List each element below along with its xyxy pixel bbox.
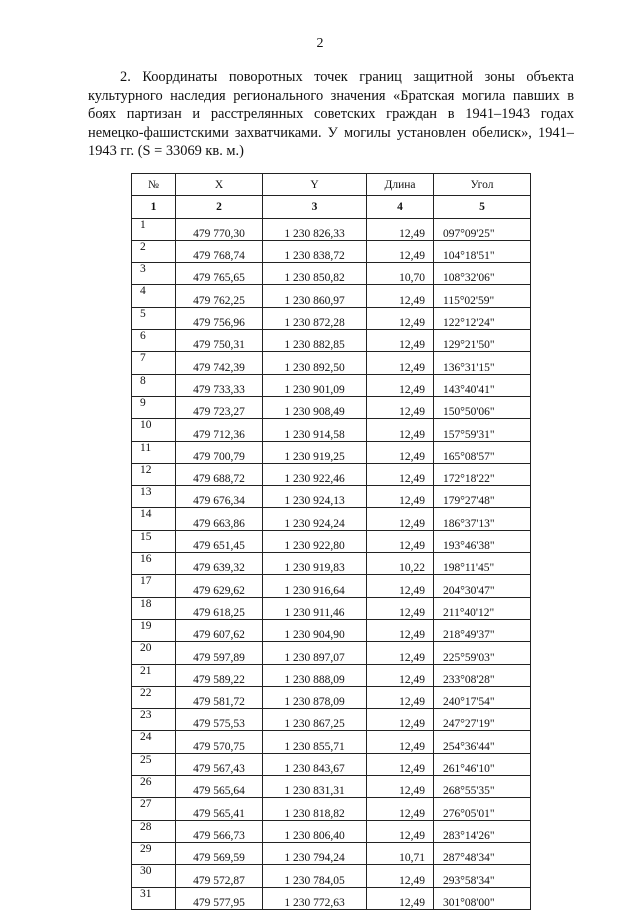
cell-length: 12,49 (367, 865, 434, 887)
table-row (132, 642, 531, 664)
cell-point-number: 2 (132, 240, 176, 262)
cell-length: 12,49 (367, 798, 434, 820)
cell-point-number: 10 (132, 419, 176, 441)
cell-y: 1 230 826,33 (263, 218, 367, 240)
cell-length: 12,49 (367, 396, 434, 418)
cell-x: 479 570,75 (176, 731, 263, 753)
cell-length: 12,49 (367, 352, 434, 374)
cell-point-number: 25 (132, 753, 176, 775)
table-row (132, 441, 531, 463)
cell-point-number: 1 (132, 218, 176, 240)
cell-length: 12,49 (367, 508, 434, 530)
cell-length: 12,49 (367, 575, 434, 597)
cell-angle: 261°46'10" (434, 753, 531, 775)
table-row (132, 865, 531, 887)
cell-point-number: 7 (132, 352, 176, 374)
cell-angle: 097°09'25" (434, 218, 531, 240)
cell-x: 479 688,72 (176, 463, 263, 485)
cell-angle: 122°12'24" (434, 307, 531, 329)
cell-x: 479 581,72 (176, 686, 263, 708)
cell-angle: 283°14'26" (434, 820, 531, 842)
cell-point-number: 22 (132, 686, 176, 708)
cell-x: 479 607,62 (176, 619, 263, 641)
cell-angle: 287°48'34" (434, 842, 531, 864)
cell-x: 479 723,27 (176, 396, 263, 418)
table-row (132, 352, 531, 374)
page-number: 2 (316, 36, 324, 51)
cell-y: 1 230 922,46 (263, 463, 367, 485)
cell-point-number: 4 (132, 285, 176, 307)
table-row (132, 597, 531, 619)
cell-y: 1 230 838,72 (263, 240, 367, 262)
cell-angle: 247°27'19" (434, 709, 531, 731)
cell-angle: 254°36'44" (434, 731, 531, 753)
section-paragraph: 2. Координаты поворотных точек границ защитной зоны объекта культурного наследия регионального значения «Братская могила павших в боях партизан и расстрелянных советских граждан в 1941–1943 годах немецко-фашистскими захватчиками. У могилы установлен обелиск», 1941–1943 гг. (S = 33069 кв. м.) (88, 69, 574, 160)
cell-x: 479 566,73 (176, 820, 263, 842)
cell-angle: 115°02'59" (434, 285, 531, 307)
cell-point-number: 5 (132, 307, 176, 329)
cell-x: 479 762,25 (176, 285, 263, 307)
column-number: 4 (367, 196, 434, 218)
cell-angle: 143°40'41" (434, 374, 531, 396)
cell-point-number: 29 (132, 842, 176, 864)
cell-angle: 240°17'54" (434, 686, 531, 708)
cell-y: 1 230 919,83 (263, 553, 367, 575)
header-number: № (132, 174, 176, 196)
cell-y: 1 230 897,07 (263, 642, 367, 664)
cell-point-number: 14 (132, 508, 176, 530)
cell-length: 12,49 (367, 330, 434, 352)
cell-angle: 218°49'37" (434, 619, 531, 641)
cell-y: 1 230 922,80 (263, 530, 367, 552)
cell-y: 1 230 772,63 (263, 887, 367, 909)
cell-angle: 293°58'34" (434, 865, 531, 887)
column-number: 3 (263, 196, 367, 218)
cell-x: 479 569,59 (176, 842, 263, 864)
header-angle: Угол (434, 174, 531, 196)
table-row (132, 820, 531, 842)
cell-point-number: 20 (132, 642, 176, 664)
table-column-numbers-row (132, 196, 531, 218)
table-row (132, 330, 531, 352)
cell-length: 10,22 (367, 553, 434, 575)
cell-point-number: 28 (132, 820, 176, 842)
cell-angle: 179°27'48" (434, 486, 531, 508)
cell-x: 479 700,79 (176, 441, 263, 463)
table-row (132, 285, 531, 307)
cell-x: 479 765,65 (176, 263, 263, 285)
cell-point-number: 18 (132, 597, 176, 619)
cell-point-number: 13 (132, 486, 176, 508)
cell-x: 479 676,34 (176, 486, 263, 508)
cell-x: 479 733,33 (176, 374, 263, 396)
table-body (132, 218, 531, 909)
cell-point-number: 12 (132, 463, 176, 485)
table-row (132, 240, 531, 262)
table-row (132, 619, 531, 641)
cell-x: 479 575,53 (176, 709, 263, 731)
table-row (132, 486, 531, 508)
cell-y: 1 230 901,09 (263, 374, 367, 396)
cell-x: 479 565,64 (176, 776, 263, 798)
header-y: Y (263, 174, 367, 196)
cell-y: 1 230 784,05 (263, 865, 367, 887)
cell-point-number: 30 (132, 865, 176, 887)
cell-length: 12,49 (367, 307, 434, 329)
cell-y: 1 230 794,24 (263, 842, 367, 864)
cell-point-number: 16 (132, 553, 176, 575)
cell-point-number: 19 (132, 619, 176, 641)
cell-y: 1 230 911,46 (263, 597, 367, 619)
cell-length: 12,49 (367, 285, 434, 307)
cell-x: 479 565,41 (176, 798, 263, 820)
cell-x: 479 663,86 (176, 508, 263, 530)
table-row (132, 731, 531, 753)
cell-y: 1 230 850,82 (263, 263, 367, 285)
cell-x: 479 597,89 (176, 642, 263, 664)
cell-angle: 193°46'38" (434, 530, 531, 552)
cell-y: 1 230 818,82 (263, 798, 367, 820)
cell-angle: 204°30'47" (434, 575, 531, 597)
table-row (132, 553, 531, 575)
table-row (132, 419, 531, 441)
cell-x: 479 629,62 (176, 575, 263, 597)
cell-length: 12,49 (367, 530, 434, 552)
cell-angle: 108°32'06" (434, 263, 531, 285)
cell-x: 479 577,95 (176, 887, 263, 909)
cell-length: 12,49 (367, 820, 434, 842)
cell-length: 10,70 (367, 263, 434, 285)
cell-y: 1 230 914,58 (263, 419, 367, 441)
cell-y: 1 230 860,97 (263, 285, 367, 307)
cell-length: 12,49 (367, 597, 434, 619)
cell-x: 479 618,25 (176, 597, 263, 619)
cell-x: 479 712,36 (176, 419, 263, 441)
cell-point-number: 15 (132, 530, 176, 552)
cell-point-number: 9 (132, 396, 176, 418)
cell-y: 1 230 924,13 (263, 486, 367, 508)
table-row (132, 575, 531, 597)
cell-angle: 186°37'13" (434, 508, 531, 530)
cell-x: 479 639,32 (176, 553, 263, 575)
cell-y: 1 230 888,09 (263, 664, 367, 686)
cell-y: 1 230 908,49 (263, 396, 367, 418)
cell-point-number: 21 (132, 664, 176, 686)
table-row (132, 709, 531, 731)
cell-x: 479 589,22 (176, 664, 263, 686)
cell-angle: 268°55'35" (434, 776, 531, 798)
table-row (132, 842, 531, 864)
table-row (132, 508, 531, 530)
cell-length: 12,49 (367, 419, 434, 441)
cell-y: 1 230 892,50 (263, 352, 367, 374)
cell-length: 12,49 (367, 709, 434, 731)
cell-y: 1 230 831,31 (263, 776, 367, 798)
cell-point-number: 24 (132, 731, 176, 753)
table-row (132, 530, 531, 552)
cell-angle: 104°18'51" (434, 240, 531, 262)
cell-angle: 157°59'31" (434, 419, 531, 441)
cell-length: 12,49 (367, 776, 434, 798)
table-row (132, 686, 531, 708)
cell-point-number: 8 (132, 374, 176, 396)
table-header-row (132, 174, 531, 196)
cell-angle: 301°08'00" (434, 887, 531, 909)
cell-y: 1 230 872,28 (263, 307, 367, 329)
cell-x: 479 567,43 (176, 753, 263, 775)
column-number: 5 (434, 196, 531, 218)
cell-point-number: 23 (132, 709, 176, 731)
coordinates-table (131, 173, 531, 910)
cell-point-number: 3 (132, 263, 176, 285)
cell-x: 479 768,74 (176, 240, 263, 262)
cell-length: 12,49 (367, 619, 434, 641)
cell-point-number: 17 (132, 575, 176, 597)
cell-point-number: 31 (132, 887, 176, 909)
table-row (132, 263, 531, 285)
cell-length: 12,49 (367, 753, 434, 775)
cell-x: 479 750,31 (176, 330, 263, 352)
cell-angle: 233°08'28" (434, 664, 531, 686)
cell-length: 12,49 (367, 240, 434, 262)
cell-angle: 129°21'50" (434, 330, 531, 352)
cell-y: 1 230 843,67 (263, 753, 367, 775)
cell-length: 12,49 (367, 887, 434, 909)
table-row (132, 307, 531, 329)
cell-point-number: 26 (132, 776, 176, 798)
cell-y: 1 230 924,24 (263, 508, 367, 530)
cell-y: 1 230 916,64 (263, 575, 367, 597)
cell-y: 1 230 904,90 (263, 619, 367, 641)
table-row (132, 664, 531, 686)
cell-length: 12,49 (367, 642, 434, 664)
cell-length: 12,49 (367, 463, 434, 485)
cell-length: 12,49 (367, 664, 434, 686)
cell-x: 479 756,96 (176, 307, 263, 329)
table-row (132, 396, 531, 418)
cell-length: 12,49 (367, 486, 434, 508)
cell-y: 1 230 878,09 (263, 686, 367, 708)
cell-y: 1 230 882,85 (263, 330, 367, 352)
table-row (132, 776, 531, 798)
cell-x: 479 742,39 (176, 352, 263, 374)
cell-angle: 198°11'45" (434, 553, 531, 575)
cell-x: 479 572,87 (176, 865, 263, 887)
cell-point-number: 11 (132, 441, 176, 463)
column-number: 2 (176, 196, 263, 218)
cell-angle: 211°40'12" (434, 597, 531, 619)
cell-point-number: 27 (132, 798, 176, 820)
cell-y: 1 230 855,71 (263, 731, 367, 753)
table-row (132, 798, 531, 820)
cell-angle: 276°05'01" (434, 798, 531, 820)
header-x: X (176, 174, 263, 196)
cell-length: 12,49 (367, 218, 434, 240)
cell-length: 12,49 (367, 441, 434, 463)
table-row (132, 463, 531, 485)
cell-angle: 172°18'22" (434, 463, 531, 485)
cell-length: 12,49 (367, 731, 434, 753)
cell-length: 12,49 (367, 374, 434, 396)
cell-point-number: 6 (132, 330, 176, 352)
cell-angle: 136°31'15" (434, 352, 531, 374)
column-number: 1 (132, 196, 176, 218)
cell-x: 479 651,45 (176, 530, 263, 552)
cell-x: 479 770,30 (176, 218, 263, 240)
cell-length: 12,49 (367, 686, 434, 708)
table-row (132, 218, 531, 240)
table-row (132, 887, 531, 909)
cell-y: 1 230 867,25 (263, 709, 367, 731)
cell-length: 10,71 (367, 842, 434, 864)
table-row (132, 753, 531, 775)
cell-angle: 225°59'03" (434, 642, 531, 664)
cell-y: 1 230 919,25 (263, 441, 367, 463)
cell-angle: 165°08'57" (434, 441, 531, 463)
header-length: Длина (367, 174, 434, 196)
cell-y: 1 230 806,40 (263, 820, 367, 842)
table-row (132, 374, 531, 396)
cell-angle: 150°50'06" (434, 396, 531, 418)
